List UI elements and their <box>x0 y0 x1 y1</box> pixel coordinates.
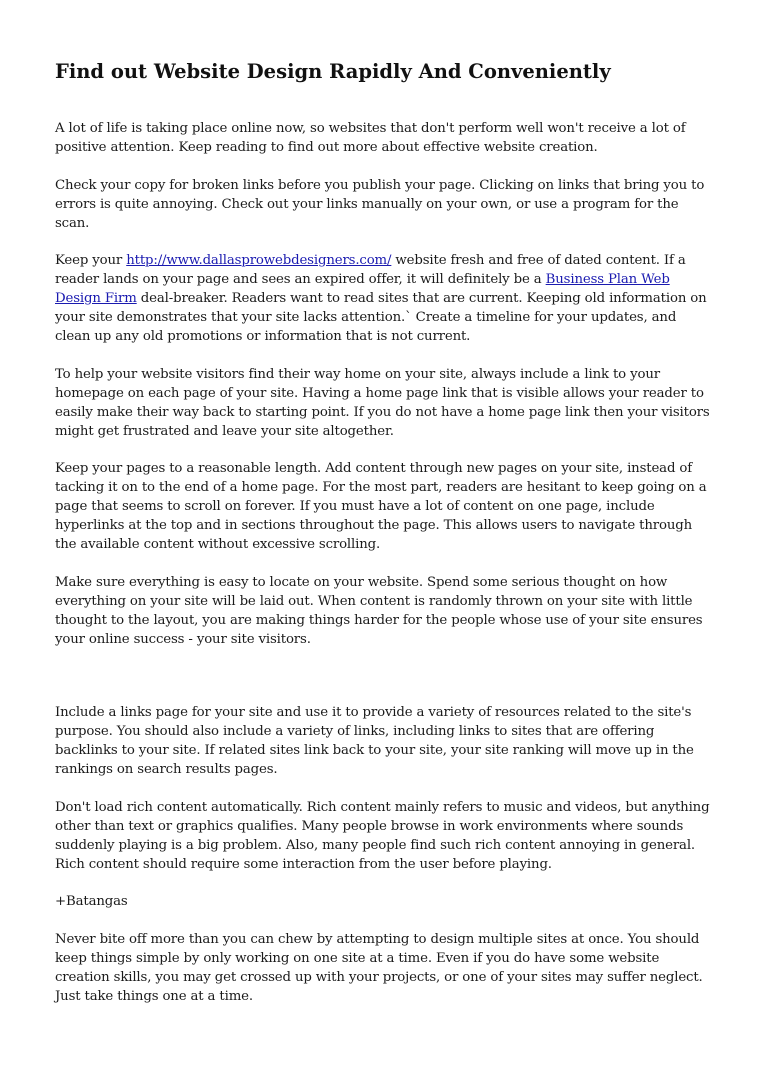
text-segment: deal-breaker. Readers want to read sites that are current. Keeping old information on your site demonstrates that your site lacks attention.` Create a timeline for your updates, and clean up any old promotions or information that is not current. <box>55 291 707 344</box>
document-page <box>55 58 715 1024</box>
paragraph-intro: A lot of life is taking place online now, so websites that don't perform well won't receive a lot of positive attention. Keep reading to find out more about effective website creation. <box>55 121 686 155</box>
business-plan-web-design-firm-link[interactable]: Business Plan Web Design Firm <box>55 272 670 306</box>
paragraph-rich-content: Don't load rich content automatically. Rich content mainly refers to music and videos, but anything other than text or graphics qualifies. Many people browse in work environments where sounds suddenly playing is a big problem. Also, many people find such rich content annoying in general. Rich content should require some interaction from the user before playing. <box>55 799 710 872</box>
text-segment: Keep your <box>55 253 127 268</box>
dallas-web-designers-link[interactable]: http://www.dallasprowebdesigners.com/ <box>126 253 392 268</box>
text-segment: website fresh and free of dated content. If a reader lands on your page and sees an expired offer, it will definitely be a <box>55 253 686 287</box>
paragraph-fresh-content <box>55 251 715 346</box>
paragraph-batangas: +Batangas <box>55 894 128 909</box>
paragraph-broken-links: Check your copy for broken links before you publish your page. Clicking on links that bring you to errors is quite annoying. Check out your links manually on your own, or use a program for the scan. <box>55 177 705 231</box>
page-title: Find out Website Design Rapidly And Conveniently <box>55 60 611 83</box>
paragraph-easy-locate: Make sure everything is easy to locate on your website. Spend some serious thought on how everything on your site will be laid out. When content is randomly thrown on your site with little thought to the layout, you are making things harder for the people whose use of your site ensures your online success - your site visitors. <box>55 574 703 647</box>
paragraph-page-length: Keep your pages to a reasonable length. Add content through new pages on your site, instead of tacking it on to the end of a home page. For the most part, readers are hesitant to keep going on a page that seems to scroll on forever. If you must have a lot of content on one page, include hyperlinks at the top and in sections throughout the page. This allows users to navigate through the available content without excessive scrolling. <box>55 461 707 552</box>
paragraph-one-site: Never bite off more than you can chew by attempting to design multiple sites at once. You should keep things simple by only working on one site at a time. Even if you do have some website creation skills, you may get crossed up with your projects, or one of your sites may suffer neglect. Just take things one at a time. <box>55 931 703 1004</box>
blank-gap <box>55 667 715 703</box>
paragraph-links-page: Include a links page for your site and use it to provide a variety of resources related to the site's purpose. You should also include a variety of links, including links to sites that are offering backlinks to your site. If related sites link back to your site, your site ranking will move up in the rankings on search results pages. <box>55 705 694 777</box>
paragraph-home-link: To help your website visitors find their way home on your site, always include a link to your homepage on each page of your site. Having a home page link that is visible allows your reader to easily make their way back to starting point. If you do not have a home page link then your visitors might get frustrated and leave your site altogether. <box>55 366 710 439</box>
